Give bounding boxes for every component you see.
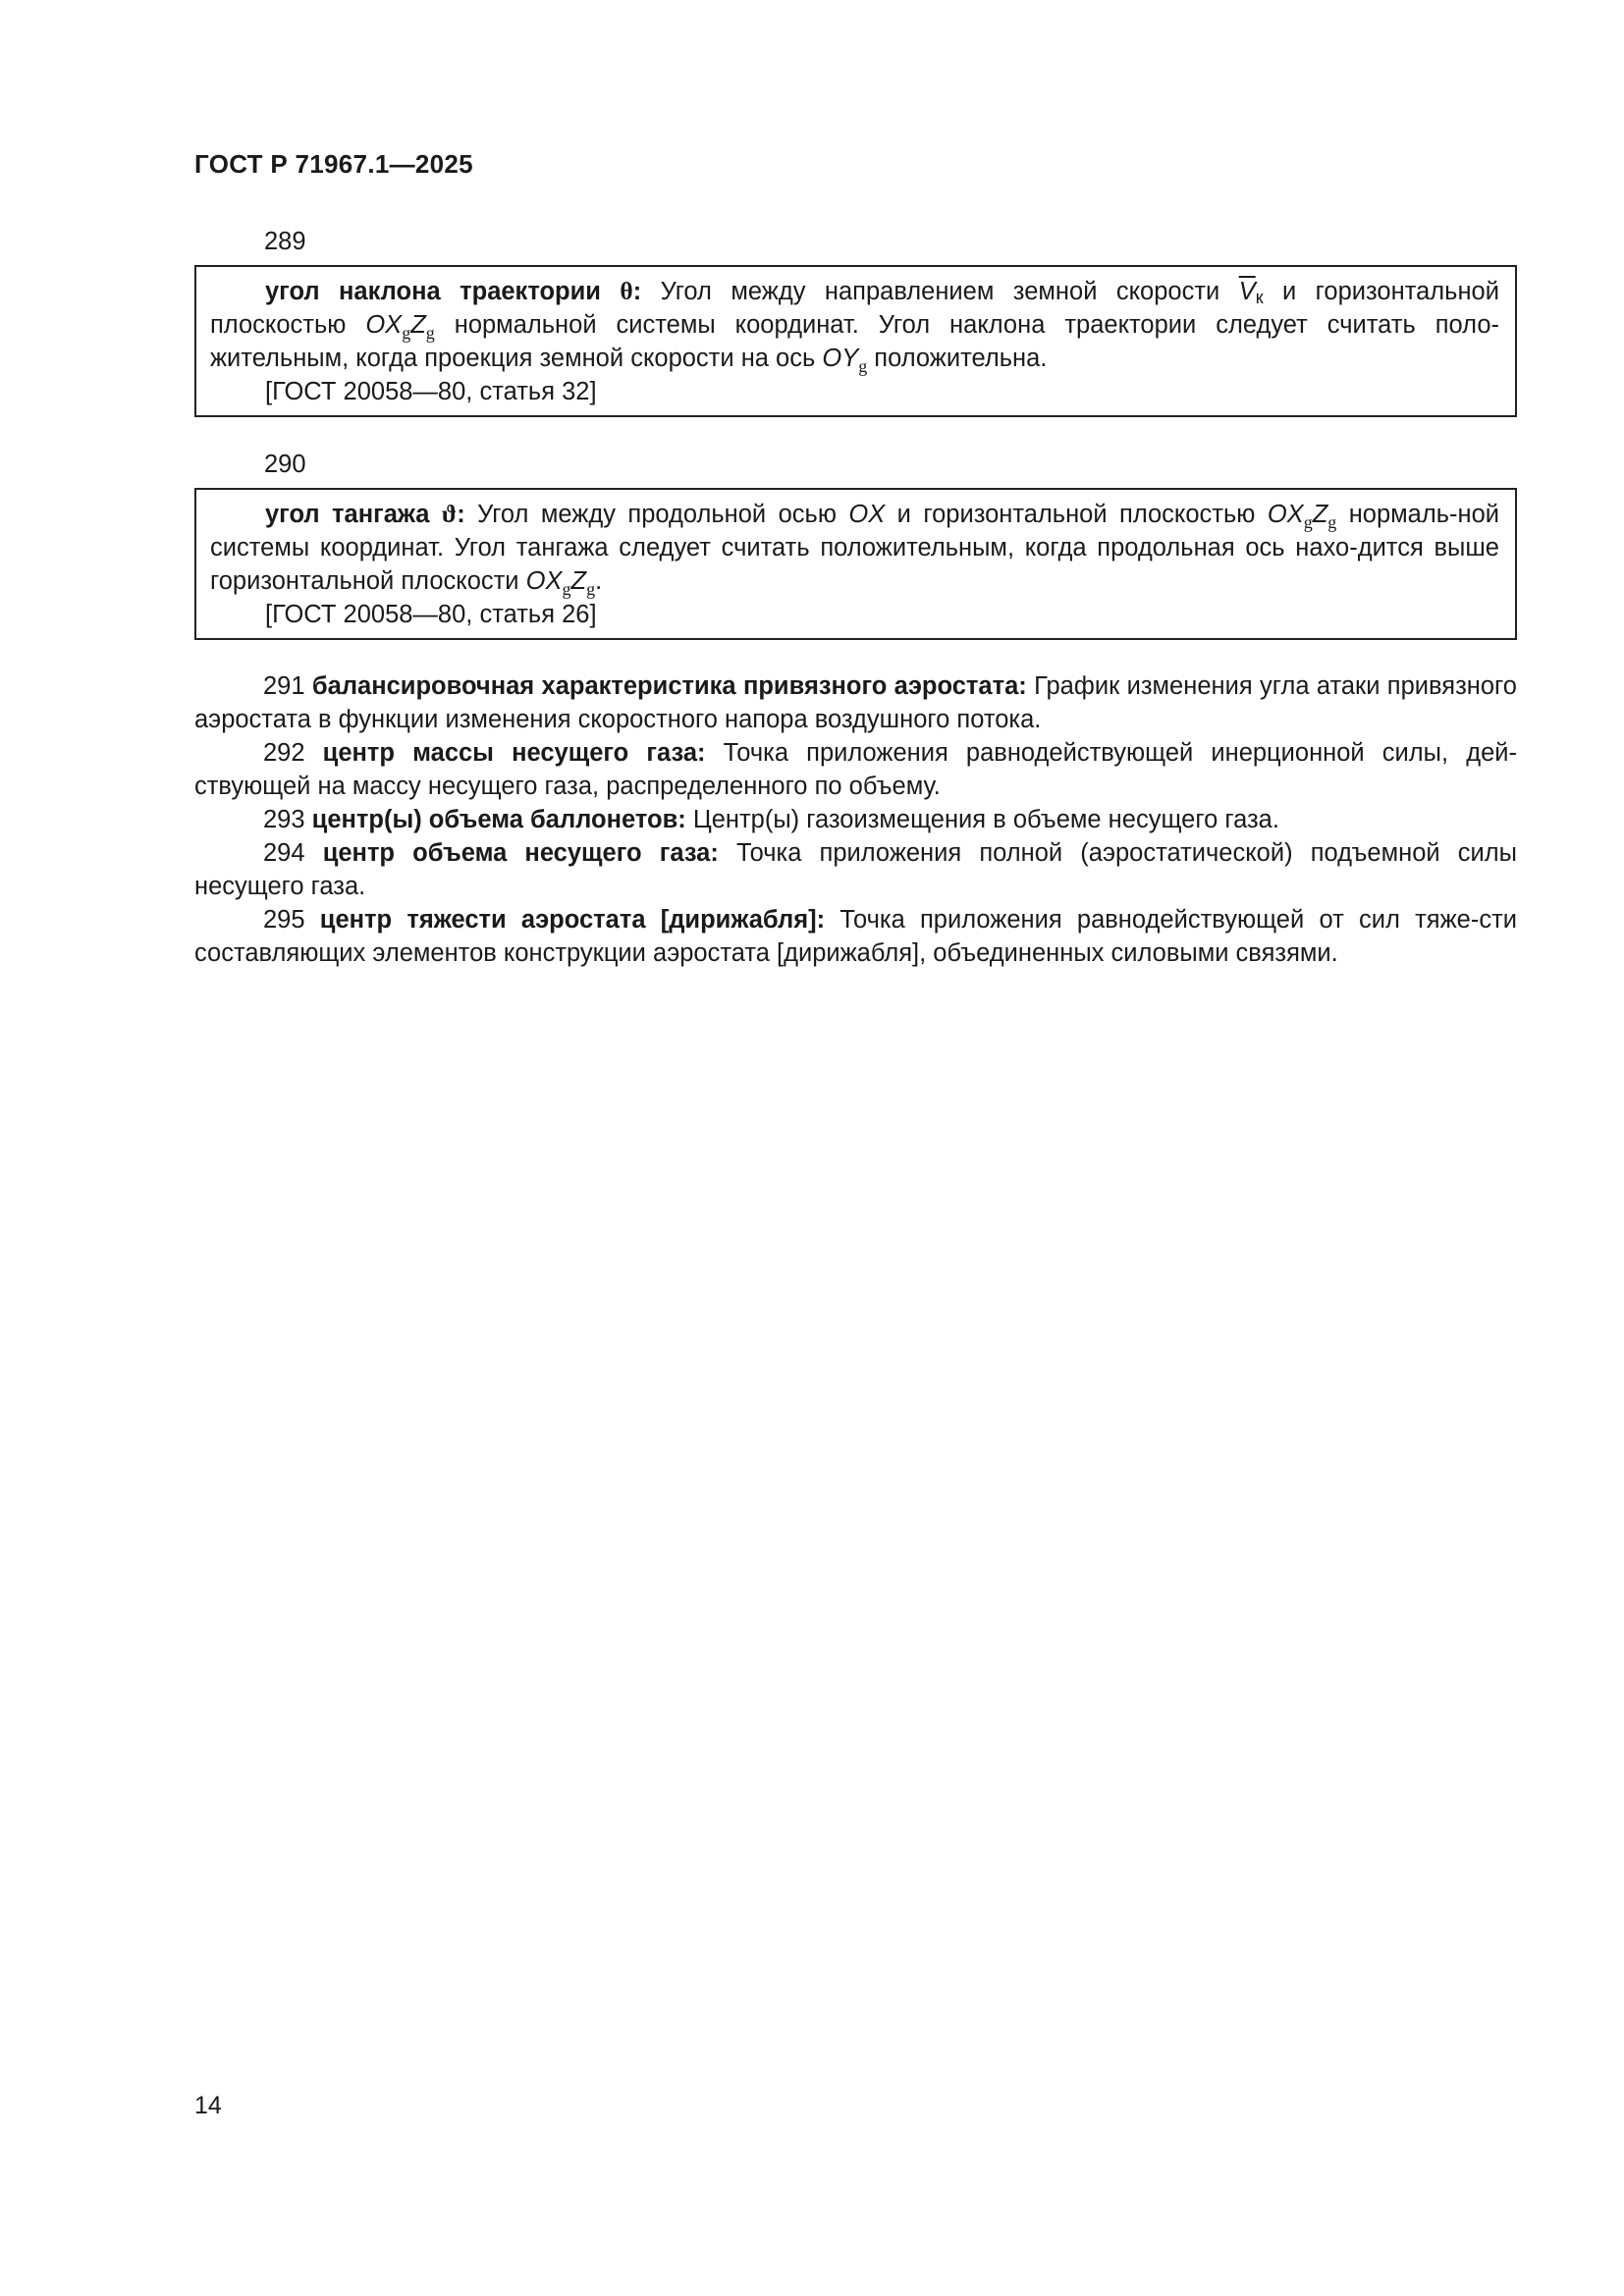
term-definition: Точка приложения равнодействующей инерционной силы, дей-ствующей на массу несущего газа, распределенного по объему.: [194, 739, 1517, 800]
term-name: угол тангажа: [265, 501, 430, 528]
term-definition: График изменения угла атаки привязного аэростата в функции изменения скоростного напора воздушного потока.: [194, 672, 1517, 733]
term-name: балансировочная характеристика привязного аэростата:: [311, 672, 1027, 700]
definition-text: Угол между продольной осью: [477, 501, 837, 528]
term-number: 292: [263, 739, 305, 767]
term-name: угол наклона траектории: [265, 278, 601, 305]
subscript: g: [858, 356, 868, 376]
term-name: центр(ы) объема баллонетов:: [311, 806, 686, 833]
term-source: [ГОСТ 20058—80, статья 26]: [265, 601, 597, 628]
term-symbol: ϑ: [441, 500, 458, 528]
term-definition: Точка приложения равнодействующей от сил тяже-сти составляющих элементов конструкции аэростата [дирижабля], объединенных силовыми связями.: [194, 906, 1518, 967]
term-entry: [194, 836, 1517, 903]
definition-text: и горизонтальной плоскостью: [896, 501, 1256, 528]
term-entry: [194, 903, 1517, 970]
term-source: [ГОСТ 20058—80, статья 32]: [265, 378, 597, 405]
axis-symbol: OX: [365, 311, 403, 339]
term-name: центр тяжести аэростата [дирижабля]:: [319, 906, 826, 934]
term-number: 291: [263, 672, 305, 700]
axis-symbol: OY: [822, 345, 859, 372]
definition-text: положительна.: [874, 345, 1048, 372]
term-name: центр массы несущего газа:: [322, 739, 706, 767]
axis-symbol: Z: [570, 567, 587, 595]
term-entry: [194, 669, 1517, 736]
axis-symbol: OX: [848, 501, 886, 528]
term-box-289: [194, 265, 1517, 417]
term-definition: Точка приложения полной (аэростатической) подъемной силы несущего газа.: [194, 839, 1517, 900]
term-box-290: [194, 488, 1517, 640]
term-number: 293: [263, 806, 305, 833]
term-entry: [194, 736, 1517, 803]
subscript: g: [425, 323, 435, 343]
axis-symbol: Z: [410, 311, 426, 339]
subscript: g: [562, 579, 571, 599]
subscript: g: [1327, 512, 1337, 532]
term-definition: угол наклона траектории θ: Угол между направлением земной скорости $\overline{V}к$ и горизонтальной плоскостью $OX_gZ_g$ нормальной системы координат. Угол наклона траектории следует считать поло-жительным, когда проекция земной скорости на ось $OY_g$ положительна.: [210, 277, 1499, 376]
velocity-symbol: $\overline{V}$: [1238, 278, 1256, 305]
term-number: 295: [263, 906, 305, 934]
definition-text: и горизонтальной плоскостью: [210, 278, 1499, 339]
term-entry: [194, 803, 1517, 836]
definition-text: .: [595, 567, 603, 595]
page-number: 14: [194, 2092, 222, 2119]
term-symbol: θ: [620, 277, 633, 305]
velocity-subscript: к: [1255, 288, 1264, 307]
term-number: 290: [264, 451, 306, 478]
term-number: 289: [264, 228, 306, 255]
page-content: [194, 224, 1517, 970]
term-definition: Центр(ы) газоизмещения в объеме несущего газа.: [692, 806, 1279, 833]
subscript: g: [1303, 512, 1313, 532]
term-definition: угол тангажа ϑ: Угол между продольной осью OX и горизонтальной плоскостью $OX_gZ_g$ нормаль-ной системы координат. Угол тангажа следует считать положительным, когда продольная ось нахо-дится выше горизонтальной плоскости $OX_gZ_g$.: [210, 500, 1500, 599]
axis-symbol: OX: [1267, 501, 1304, 528]
definition-text: нормаль-ной системы координат. Угол тангажа следует считать положительным, когда продольная ось нахо-дится выше горизонтальной плоскости: [210, 501, 1500, 595]
subscript: g: [402, 323, 411, 343]
term-list: [194, 669, 1517, 970]
axis-symbol: Z: [1312, 501, 1328, 528]
term-name: центр объема несущего газа:: [322, 839, 719, 867]
document-id: ГОСТ Р 71967.1—2025: [194, 149, 473, 179]
subscript: g: [586, 579, 596, 599]
definition-text: Угол между направлением земной скорости: [660, 278, 1220, 305]
term-number: 294: [263, 839, 305, 867]
axis-symbol: OX: [525, 567, 563, 595]
definition-text: нормальной системы координат. Угол наклона траектории следует считать поло-жительным, когда проекция земной скорости на ось: [210, 311, 1499, 372]
